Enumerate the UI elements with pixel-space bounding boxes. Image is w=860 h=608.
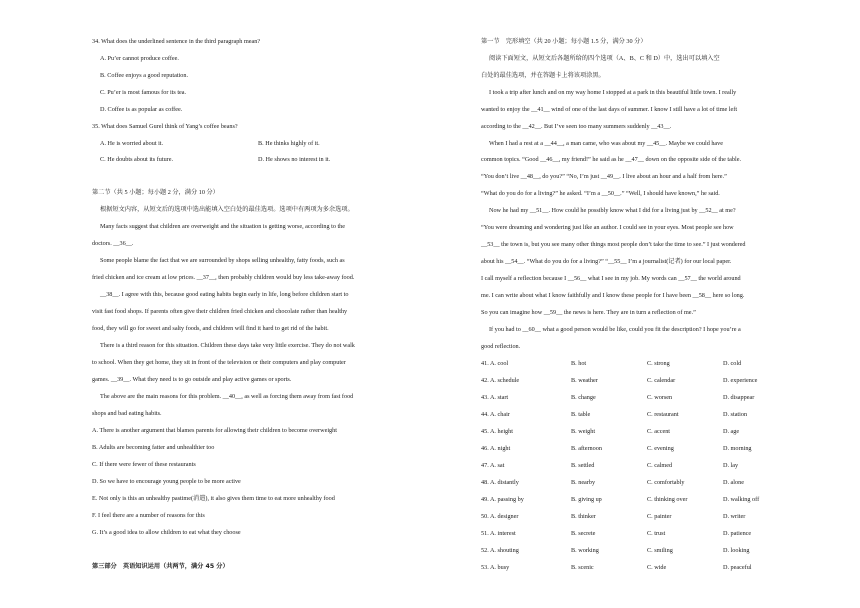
cloze-line: wanted to enjoy the __41__ wind of one of the last days of summer. I know I still have a lot of time left: [481, 106, 738, 113]
option-cell: D. experience: [723, 377, 758, 384]
option-cell: B. thinker: [571, 513, 596, 520]
option-cell: C. strong: [647, 360, 670, 367]
option-cell: D. peaceful: [723, 564, 752, 571]
choice-e: E. Not only is this an unhealthy pastime(消遣), it also gives them time to eat more unhealthy food: [92, 495, 335, 502]
option-cell: C. comfortably: [647, 479, 685, 486]
cloze-line: When I had a rest at a __44__, a man came, who was about my __45__. Maybe we could have: [489, 140, 724, 147]
instructions-line-2: 白处的最佳选项，并在答题卡上将该项涂黑。: [481, 72, 605, 79]
passage-line: The above are the main reasons for this problem. __40__, as well as forcing them away from fast food: [100, 393, 354, 400]
q35-option-c: C. He doubts about its future.: [100, 156, 174, 163]
option-cell: C. thinking over: [647, 496, 688, 503]
option-cell: D. cold: [723, 360, 742, 367]
option-cell: 49. A. passing by: [481, 496, 524, 503]
passage-line: fried chicken and ice cream at low prices. __37__, then probably children would buy less take-away food.: [92, 274, 355, 281]
option-cell: D. walking off: [723, 496, 760, 503]
passage-line: visit fast food shops. If parents often give their children fried chicken and chocolate rather than healthy: [92, 308, 348, 315]
cloze-line: common topics. “Good __46__, my friend!” he said as he __47__ down on the opposite side of the table.: [481, 156, 741, 163]
cloze-line: __53__ the town is, but you see many other things most people don’t take the time to see.” I just wondered: [481, 241, 746, 248]
option-cell: B. change: [571, 394, 596, 401]
cloze-line: If you had to __60__ what a good person would be like, could you fit the description? I hope you’re a: [489, 326, 741, 333]
q34-option-a: A. Pu’er cannot produce coffee.: [100, 55, 179, 62]
option-cell: 53. A. busy: [481, 564, 510, 571]
passage-line: doctors. __36__.: [92, 240, 134, 247]
option-cell: 46. A. night: [481, 445, 511, 452]
cloze-line: me. I can write about what I know faithfully and I know these people for I have been __58__ here so long.: [481, 292, 745, 299]
option-cell: 41. A. cool: [481, 360, 509, 367]
choice-b: B. Adults are becoming fatter and unhealthier too: [92, 444, 215, 451]
passage-line: __38__. I agree with this, because good eating habits begin early in life, long before children start to: [100, 291, 349, 298]
q35-option-d: D. He shows no interest in it.: [258, 156, 331, 163]
q34-option-c: C. Pu’er is most famous for its tea.: [100, 89, 187, 96]
passage-line: shops and bad eating habits.: [92, 410, 162, 417]
choice-c: C. If there were fewer of these restaurants: [92, 461, 196, 468]
option-cell: D. age: [723, 428, 740, 435]
option-cell: D. writer: [723, 513, 746, 520]
cloze-line: Now he had my __51__. How could he possibly know what I did for a living just by __52__ at me?: [489, 207, 736, 214]
section1-title: 第一节 完形填空（共 20 小题；每小题 1.5 分，满分 30 分）: [481, 38, 647, 45]
option-cell: 47. A. sat: [481, 462, 505, 469]
passage-line: Some people blame the fact that we are surrounded by shops selling unhealthy, fatty foods, such as: [100, 257, 345, 264]
option-cell: C. worsen: [647, 394, 673, 401]
option-cell: B. nearby: [571, 479, 596, 486]
cloze-line: “You don’t live __48__, do you?” “No, I’m just __49__. I live about an hour and a half from here.”: [481, 173, 727, 180]
choice-g: G. It’s a good idea to allow children to eat what they choose: [92, 529, 241, 536]
option-cell: C. painter: [647, 513, 672, 520]
option-cell: 51. A. interest: [481, 530, 516, 537]
cloze-line: according to the __42__. But I’ve seen too many summers suddenly __43__.: [481, 123, 672, 130]
q34-option-b: B. Coffee enjoys a good reputation.: [100, 72, 189, 79]
passage-line: food, they will go for sweet and salty foods, and children will find it hard to get rid of the habit.: [92, 325, 329, 332]
option-cell: 50. A. designer: [481, 513, 519, 520]
option-cell: C. trust: [647, 530, 666, 537]
cloze-line: good reflection.: [481, 343, 521, 350]
passage-line: Many facts suggest that children are overweight and the situation is getting worse, according to the: [100, 223, 346, 230]
option-cell: D. disappear: [723, 394, 755, 401]
option-cell: B. weight: [571, 428, 596, 435]
choice-f: F. I feel there are a number of reasons for this: [92, 512, 205, 519]
cloze-line: So you can imagine how __59__ the news is here. They are in turn a reflection of me.”: [481, 309, 696, 316]
option-cell: C. accent: [647, 428, 671, 435]
option-cell: B. weather: [571, 377, 598, 384]
q35-option-b: B. He thinks highly of it.: [258, 140, 320, 147]
instructions-line-1: 阅读下面短文，从短文后各题所给的四个选项（A、B、C 和 D）中，选出可以填入空: [489, 55, 720, 62]
option-cell: D. alone: [723, 479, 744, 486]
option-cell: B. scenic: [571, 564, 594, 571]
choice-a: A. There is another argument that blames parents for allowing their children to become overweight: [92, 427, 337, 434]
option-cell: B. giving up: [571, 496, 602, 503]
q35-option-a: A. He is worried about it.: [100, 140, 164, 147]
option-cell: B. secrete: [571, 530, 596, 537]
option-cell: C. evening: [647, 445, 674, 452]
option-cell: 45. A. height: [481, 428, 513, 435]
option-cell: 44. A. chair: [481, 411, 510, 418]
option-cell: C. calendar: [647, 377, 676, 384]
option-cell: D. looking: [723, 547, 750, 554]
passage-line: There is a third reason for this situation. Children these days take very little exercise. They do not walk: [100, 342, 355, 349]
q34-option-d: D. Coffee is as popular as coffee.: [100, 106, 183, 113]
option-cell: D. lay: [723, 462, 739, 469]
option-cell: B. hot: [571, 360, 587, 367]
section2-title: 第二节（共 5 小题；每小题 2 分，满分 10 分）: [92, 189, 219, 196]
option-cell: C. wide: [647, 564, 667, 571]
option-cell: B. afternoon: [571, 445, 602, 452]
choice-d: D. So we have to encourage young people to be more active: [92, 478, 241, 485]
cloze-line: I call myself a reflection because I __56__ what I see in my job. My words can __57__ the world around: [481, 275, 741, 282]
q34-stem: 34. What does the underlined sentence in the third paragraph mean?: [92, 38, 261, 45]
part3-title: 第三部分 英语知识运用（共两节，满分 45 分）: [92, 563, 229, 570]
cloze-line: about his __54__. “What do you do for a living?” “__55__ I’m a journalist(记者) for our local paper.: [481, 258, 732, 265]
option-cell: 43. A. start: [481, 394, 509, 401]
option-cell: D. patience: [723, 530, 752, 537]
option-cell: B. working: [571, 547, 599, 554]
option-cell: C. smiling: [647, 547, 673, 554]
cloze-line: “You were dreaming and wondering just like an author. I could see in your eyes. Most people see how: [481, 224, 734, 231]
passage-line: games. __39__. What they need is to go outside and play active games or sports.: [92, 376, 292, 383]
option-cell: D. station: [723, 411, 748, 418]
option-cell: B. table: [571, 411, 591, 418]
option-cell: C. calmed: [647, 462, 673, 469]
passage-line: to school. When they get home, they sit in front of the television or their computers and play computer: [92, 359, 346, 366]
cloze-line: I took a trip after lunch and on my way home I stopped at a park in this beautiful little town. I really: [489, 89, 737, 96]
option-cell: B. settled: [571, 462, 595, 469]
option-cell: D. morning: [723, 445, 752, 452]
q35-stem: 35. What does Samuel Gurel think of Yang’s coffee beans?: [92, 123, 238, 130]
option-cell: 52. A. shouting: [481, 547, 519, 554]
section2-instructions: 根据短文内容，从短文后的选项中选出能填入空白处的最佳选项。选项中有两项为多余选项。: [100, 206, 354, 213]
option-cell: 48. A. distantly: [481, 479, 519, 486]
cloze-line: “What do you do for a living?” he asked. “I’m a __50__.” “Well, I should have known,” he said.: [481, 190, 720, 197]
option-cell: 42. A. schedule: [481, 377, 520, 384]
option-cell: C. restaurant: [647, 411, 679, 418]
